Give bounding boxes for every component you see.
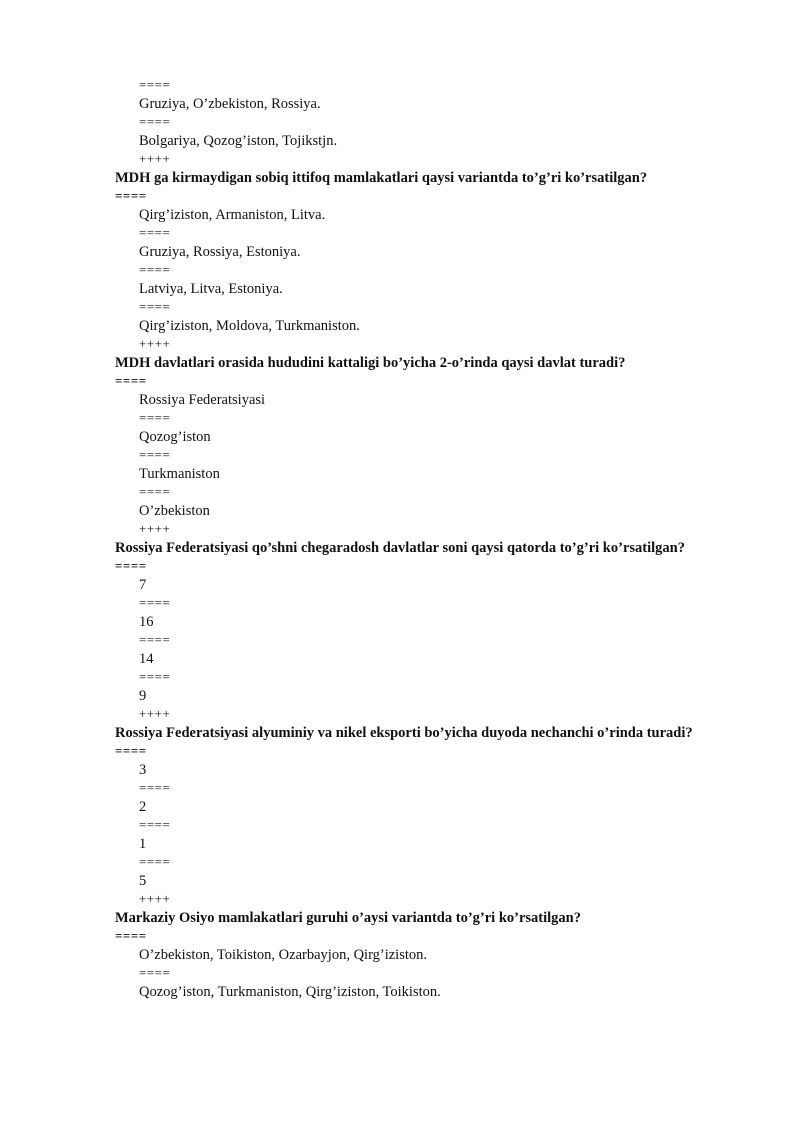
test-content xyxy=(115,76,715,1001)
answer-option: 1 xyxy=(139,835,147,852)
option-separator: ==== xyxy=(139,780,171,795)
answer-option: 3 xyxy=(139,761,147,778)
answer-option: Qirg’iziston, Armaniston, Litva. xyxy=(139,206,326,223)
question-text: Rossiya Federatsiyasi alyuminiy va nikel eksporti bo’yicha duyoda nechanchi o’rinda turadi? xyxy=(115,724,693,741)
question-end-separator: ++++ xyxy=(139,706,171,721)
option-separator: ==== xyxy=(115,558,147,573)
option-separator: ==== xyxy=(139,225,171,240)
option-separator: ==== xyxy=(115,188,147,203)
answer-option: 14 xyxy=(139,650,154,667)
answer-option: O’zbekiston, Toikiston, Ozarbayjon, Qirg’iziston. xyxy=(139,946,428,963)
option-separator: ==== xyxy=(139,410,171,425)
question-end-separator: ++++ xyxy=(139,336,171,351)
answer-option: Turkmaniston xyxy=(139,465,220,482)
option-separator: ==== xyxy=(139,77,171,92)
answer-option: Rossiya Federatsiyasi xyxy=(139,391,266,408)
option-separator: ==== xyxy=(139,854,171,869)
question-end-separator: ++++ xyxy=(139,891,171,906)
option-separator: ==== xyxy=(139,447,171,462)
answer-option: Qozog’iston xyxy=(139,428,211,445)
answer-option: 16 xyxy=(139,613,154,630)
option-separator: ==== xyxy=(139,114,171,129)
answer-option: 9 xyxy=(139,687,147,704)
answer-option: Qirg’iziston, Moldova, Turkmaniston. xyxy=(139,317,360,334)
option-separator: ==== xyxy=(115,928,147,943)
answer-option: Qozog’iston, Turkmaniston, Qirg’iziston, Toikiston. xyxy=(139,983,441,1000)
option-separator: ==== xyxy=(139,965,171,980)
question-text: Rossiya Federatsiyasi qo’shni chegaradosh davlatlar soni qaysi qatorda to’g’ri ko’rsatilgan? xyxy=(115,539,685,556)
answer-option: 2 xyxy=(139,798,147,815)
option-separator: ==== xyxy=(115,373,147,388)
option-separator: ==== xyxy=(139,484,171,499)
question-text: MDH davlatlari orasida hududini kattaligi bo’yicha 2-o’rinda qaysi davlat turadi? xyxy=(115,354,626,371)
answer-option: 7 xyxy=(139,576,147,593)
option-separator: ==== xyxy=(115,743,147,758)
question-end-separator: ++++ xyxy=(139,151,171,166)
question-end-separator: ++++ xyxy=(139,521,171,536)
option-separator: ==== xyxy=(139,262,171,277)
option-separator: ==== xyxy=(139,817,171,832)
option-separator: ==== xyxy=(139,669,171,684)
answer-option: Gruziya, O’zbekiston, Rossiya. xyxy=(139,95,321,112)
answer-option: 5 xyxy=(139,872,147,889)
answer-option: Latviya, Litva, Estoniya. xyxy=(139,280,283,297)
question-text: Markaziy Osiyo mamlakatlari guruhi o’aysi variantda to’g’ri ko’rsatilgan? xyxy=(115,909,581,926)
question-text: MDH ga kirmaydigan sobiq ittifoq mamlakatlari qaysi variantda to’g’ri ko’rsatilgan? xyxy=(115,169,648,186)
option-separator: ==== xyxy=(139,299,171,314)
answer-option: Bolgariya, Qozog’iston, Tojikstjn. xyxy=(139,132,338,149)
answer-option: Gruziya, Rossiya, Estoniya. xyxy=(139,243,301,260)
answer-option: O’zbekiston xyxy=(139,502,210,519)
option-separator: ==== xyxy=(139,595,171,610)
option-separator: ==== xyxy=(139,632,171,647)
